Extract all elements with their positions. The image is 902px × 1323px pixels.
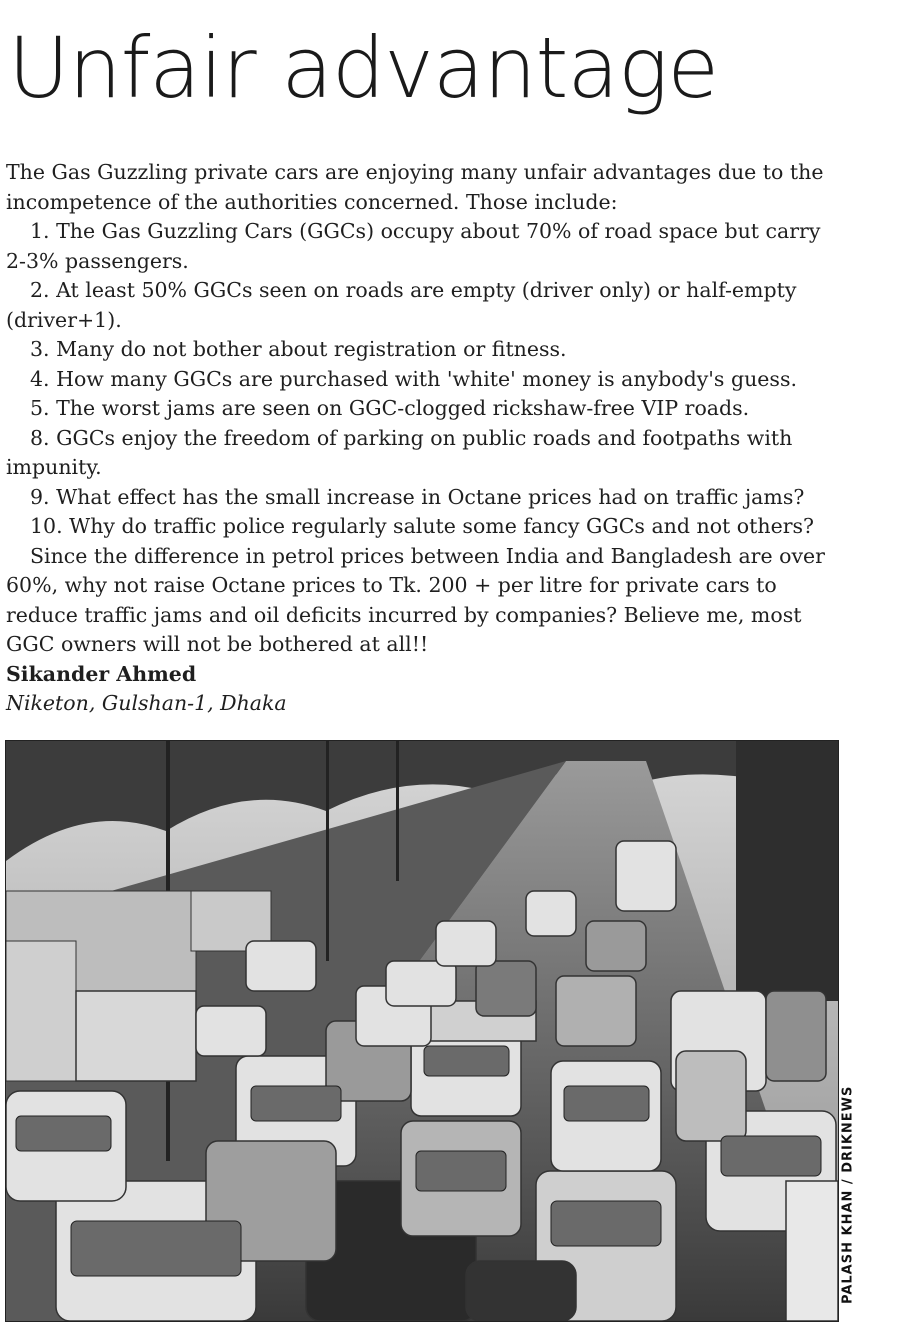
traffic-photo-illustration <box>6 741 838 1321</box>
point-10: 10. Why do traffic police regularly salute some fancy GGCs and not others? <box>30 514 815 538</box>
intro-paragraph: The Gas Guzzling private cars are enjoying many unfair advantages due to the incompetence of the authorities concerned. Those include: <box>6 160 824 214</box>
closing-paragraph: Since the difference in petrol prices between India and Bangladesh are over 60%, why not raise Octane prices to Tk. 200 + per litre for private cars to reduce traffic jams and oil deficits incurred by companies? Believe me, most GGC owners will not be bothered at all!! <box>6 543 825 656</box>
headline: Unfair advantage <box>8 19 719 117</box>
point-2: 2. At least 50% GGCs seen on roads are empty (driver only) or half-empty (driver+1). <box>6 278 797 332</box>
photo-credit: PALASH KHAN / DRIKNEWS <box>840 1085 856 1305</box>
point-1: 1. The Gas Guzzling Cars (GGCs) occupy about 70% of road space but carry 2-3% passengers. <box>6 219 821 273</box>
letter-body <box>6 158 841 719</box>
point-3: 3. Many do not bother about registration or fitness. <box>30 337 567 361</box>
point-5: 5. The worst jams are seen on GGC-clogged rickshaw-free VIP roads. <box>30 396 750 420</box>
point-8: 8. GGCs enjoy the freedom of parking on public roads and footpaths with impunity. <box>6 425 793 479</box>
traffic-jam-photo <box>5 740 839 1322</box>
point-9: 9. What effect has the small increase in Octane prices had on traffic jams? <box>30 484 805 509</box>
author-location: Niketon, Gulshan-1, Dhaka <box>6 691 287 715</box>
point-4: 4. How many GGCs are purchased with 'white' money is anybody's guess. <box>30 366 797 391</box>
author-name: Sikander Ahmed <box>6 661 197 686</box>
